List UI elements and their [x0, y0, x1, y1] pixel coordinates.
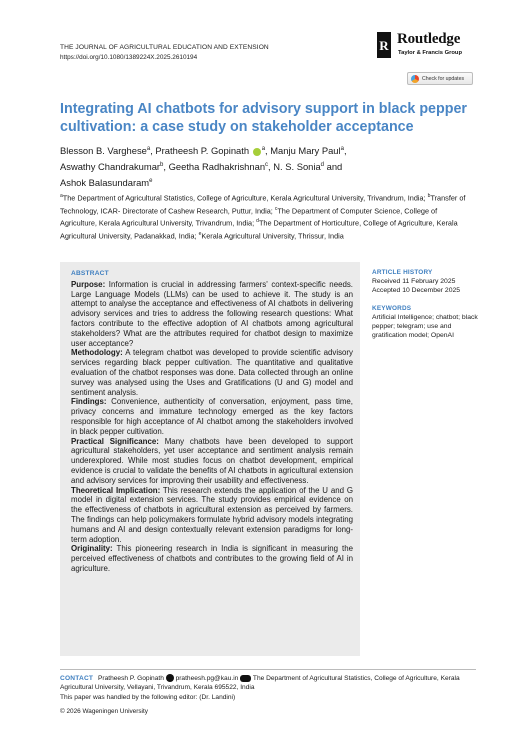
- section-text: This pioneering research in India is significant in measuring the perceived effectiveness of chatbots and contributes to the growing field of AI in agriculture.: [71, 544, 353, 573]
- author-affil-sup: b: [160, 162, 164, 169]
- received-date: Received 11 February 2025: [372, 278, 456, 286]
- author-name[interactable]: Aswathy Chandrakumar: [60, 161, 161, 173]
- address-icon: [240, 675, 251, 682]
- abstract-originality: [71, 544, 353, 573]
- abstract-heading: ABSTRACT: [71, 270, 109, 277]
- author-name[interactable]: Geetha Radhakrishnan: [168, 161, 266, 173]
- affiliation: Kerala Agricultural University, Thrissur, India: [201, 231, 344, 241]
- contact-block: [60, 674, 480, 702]
- keywords-list: Artificial Intelligence; chatbot; black pepper; telegram; use and gratification model; OpenAI: [372, 313, 478, 340]
- section-label: Theoretical Implication:: [71, 485, 161, 495]
- affiliation: The Department of Agricultural Statistics, College of Agriculture, Kerala Agricultural University, Trivandrum, India;: [62, 193, 428, 203]
- abstract-practical-significance: [71, 437, 353, 486]
- affil-sup: c: [274, 205, 278, 212]
- contact-address: The Department of Agricultural Statistics, College of Agriculture, Kerala Agricultural University, Vellayani, Trivandrum, Kerala 695522, India: [60, 675, 460, 692]
- article-title: Integrating AI chatbots for advisory support in black pepper cultivation: a case study on stakeholder acceptance: [60, 101, 467, 135]
- keywords-heading: KEYWORDS: [372, 304, 412, 312]
- abstract-body: [71, 269, 353, 574]
- author-name[interactable]: Pratheesh P. Gopinath: [155, 145, 250, 157]
- contact-name: Pratheesh P. Gopinath: [98, 675, 164, 682]
- section-label: Originality:: [71, 544, 113, 554]
- author-name[interactable]: Ashok Balasundaram: [60, 177, 150, 189]
- abstract-methodology: [71, 348, 353, 397]
- abstract-box: [60, 262, 360, 656]
- publisher-subtitle: Taylor & Francis Group: [398, 50, 462, 56]
- publisher-name: Routledge: [397, 31, 461, 47]
- contact-email[interactable]: pratheesh.pg@kau.in: [175, 675, 239, 682]
- affil-sup: b: [427, 193, 431, 199]
- author-affil-sup: a: [146, 146, 151, 152]
- section-text: This research extends the application of the U and G model in digital extension services. The study provides empirical evidence on the effectiveness of chatbots in agricultural extension as perceived by farmers. The findings can help policymakers formulate hybrid advisory models integrating humans and AI and design contextually relevant extension paradigms for long-term adoption.: [71, 485, 353, 544]
- doi-link[interactable]: https://doi.org/10.1080/1389224X.2025.2610194: [60, 54, 198, 61]
- section-text: A telegram chatbot was developed to provide scientific advisory services regarding black pepper cultivation. The quantitative and qualitative evaluation of the chatbot responses was done. Data collected through an online survey was analysed using the Uses and Gratifications (U and G) model and sentiment analysis.: [71, 348, 353, 397]
- accepted-date: Accepted 10 December 2025: [372, 287, 461, 295]
- section-label: Findings:: [71, 397, 107, 407]
- affiliations: [60, 191, 475, 242]
- section-label: Practical Significance:: [71, 436, 159, 446]
- abstract-purpose: [71, 280, 353, 349]
- affil-sup: e: [198, 230, 202, 237]
- author-affil-sup: c: [265, 162, 269, 169]
- check-for-updates-icon: [411, 75, 419, 83]
- section-text: Information is crucial in addressing farmers' context-specific needs. Large Language Models (LLMs) can be used to achieve it. The study is an attempt to analyse the acceptance and effectiveness of AI chatbots in delivering advisory services and tries to address the following research questions: What factors contribute to the effective adoption of AI chatbots among agricultural stakeholders? What are the attributes required for chatbot design to maximize user acceptance?: [71, 279, 353, 348]
- author-affil-sup: a: [261, 146, 266, 152]
- author-affil-sup: a: [340, 146, 344, 152]
- affil-sup: d: [256, 218, 259, 225]
- check-for-updates-label: Check for updates: [422, 75, 465, 82]
- author-list: Blesson B. Varghese$^a$, Pratheesh P. Gopinath $^a$, Manju Mary Paul$^a$, Aswathy Chandrakumar$^b$, Geetha Radhakrishnan$^c$, N. S. Sonia$^d$ and Ashok Balasundaram$^e$: [60, 145, 347, 189]
- affiliation: Transfer of Technology, ICAR- Directorate of Cashew Research, Puttur, India;: [60, 193, 466, 216]
- author-name[interactable]: Blesson B. Varghese: [60, 145, 147, 157]
- copyright-notice: © 2026 Wageningen University: [60, 708, 148, 715]
- affil-sup: a: [60, 193, 63, 199]
- section-label: Methodology:: [71, 348, 123, 358]
- abstract-theoretical-implication: [71, 486, 353, 545]
- routledge-logo-icon: [377, 32, 391, 58]
- email-icon: [166, 674, 174, 682]
- check-for-updates-button[interactable]: [407, 72, 473, 85]
- affiliation: The Department of Horticulture, College of Agriculture, Kerala Agricultural University, Padanakkad, India;: [60, 218, 458, 241]
- affiliation: The Department of Computer Science, College of Agriculture, Kerala Agricultural University, Trivandrum, India;: [60, 206, 438, 228]
- orcid-icon[interactable]: [253, 148, 261, 156]
- journal-name: THE JOURNAL OF AGRICULTURAL EDUCATION AND EXTENSION: [60, 44, 269, 51]
- section-text: Many chatbots have been developed to support agricultural stakeholders, yet user acceptance and sentiment analysis remain underexplored. While most studies focus on chatbot development, empirical evidence is crucial to validate the benefits of AI chatbots in agricultural extension and advisory services for improving their usability and effectiveness.: [71, 436, 354, 485]
- author-name[interactable]: Manju Mary Paul: [270, 145, 341, 157]
- article-sidebar: [372, 268, 482, 340]
- contact-label: CONTACT: [60, 675, 94, 682]
- author-affil-sup: e: [149, 178, 153, 185]
- author-affil-sup: d: [320, 162, 325, 169]
- article-history-heading: ARTICLE HISTORY: [372, 269, 433, 276]
- svg-text:R: R: [379, 38, 389, 53]
- divider: [60, 669, 476, 670]
- section-text: Convenience, authenticity of conversation, enjoyment, pass time, privacy concerns and immature technology emerged as the key factors responsible for high acceptance of AI chatbot among the stakeholders involved in black pepper cultivation.: [71, 397, 353, 436]
- section-label: Purpose:: [71, 279, 106, 289]
- author-name[interactable]: N. S. Sonia: [273, 161, 321, 173]
- editor-note: This paper was handled by the following editor: (Dr. Landini): [60, 693, 236, 701]
- abstract-findings: [71, 397, 353, 436]
